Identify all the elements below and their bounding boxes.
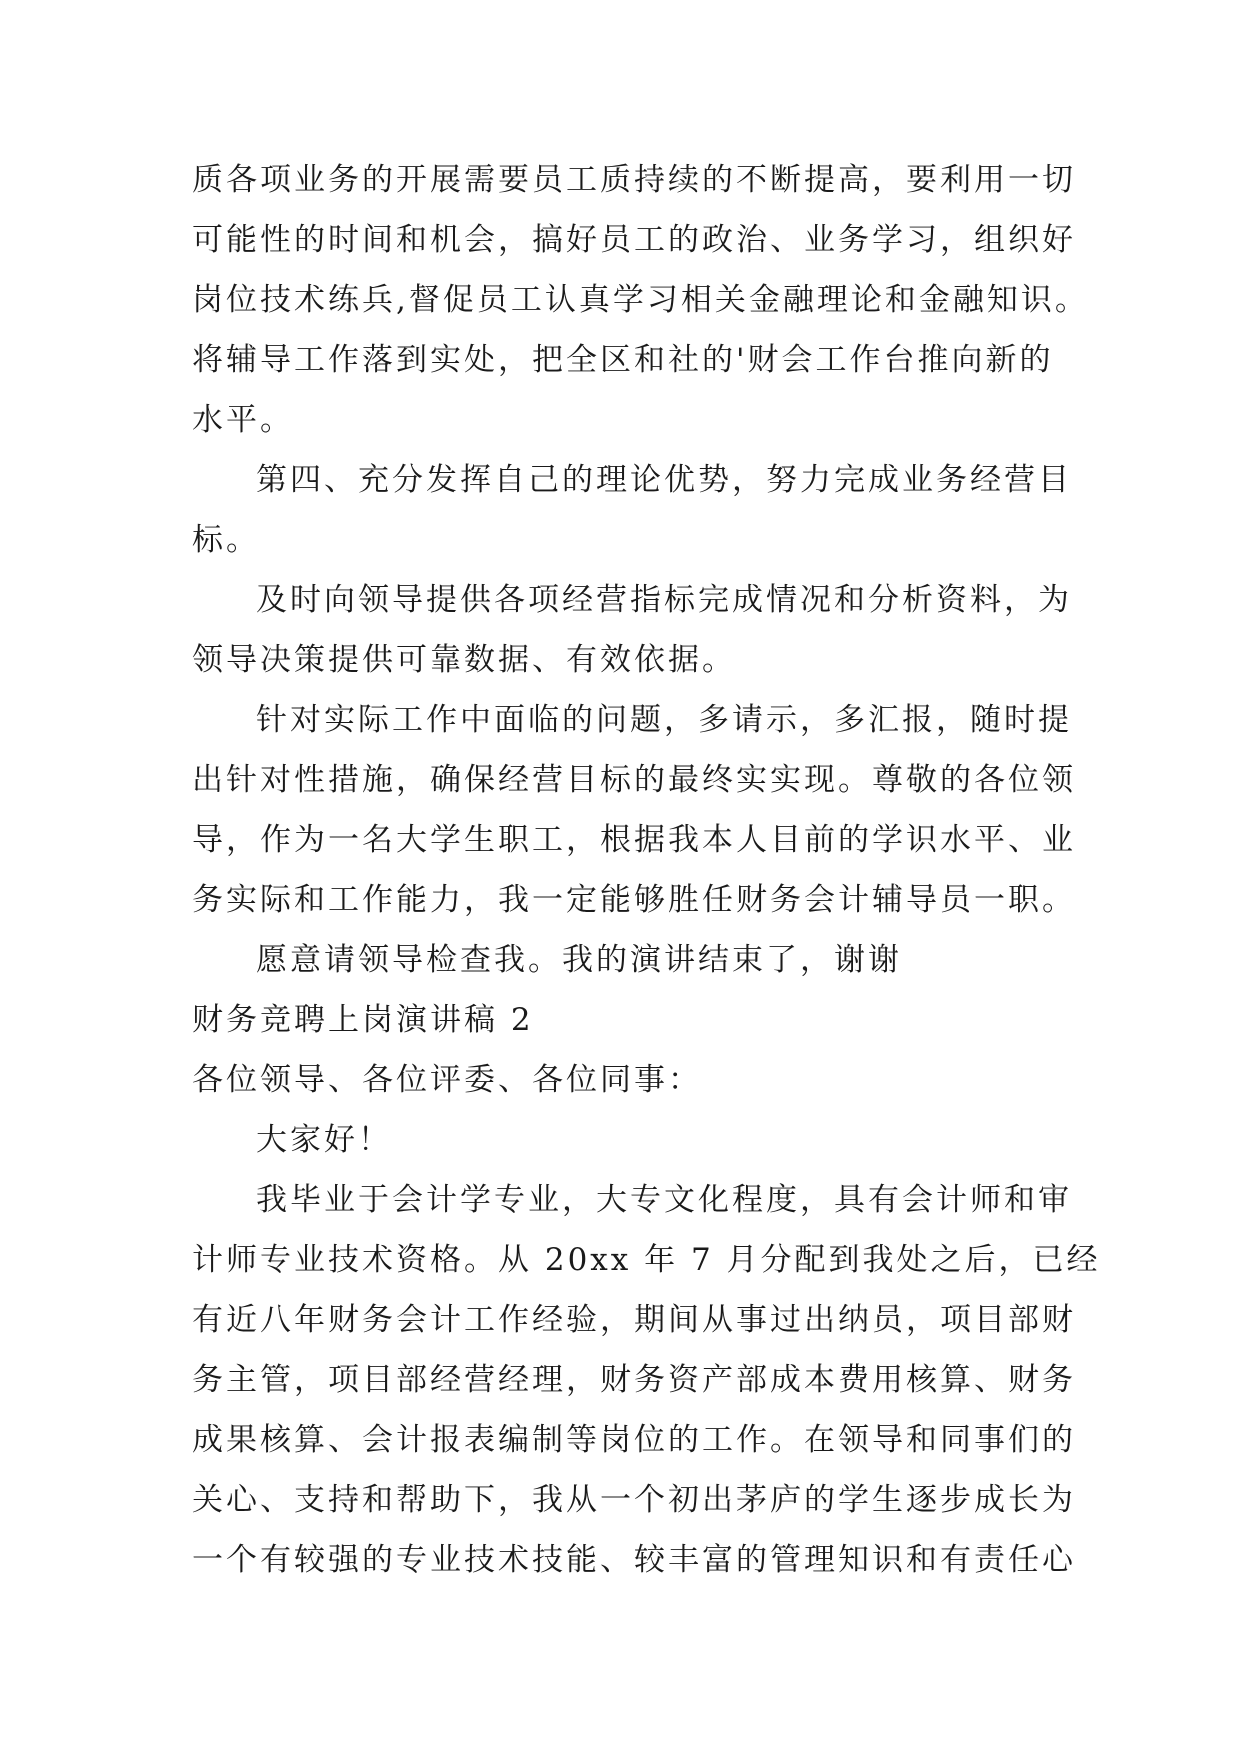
text-line: 将辅导工作落到实处，把全区和社的'财会工作台推向新的 — [192, 342, 1054, 378]
text-line: 可能性的时间和机会，搞好员工的政治、业务学习，组织好 — [192, 222, 1076, 258]
text-line: 务主管，项目部经营经理，财务资产部成本费用核算、财务 — [192, 1362, 1076, 1398]
text-line: 标。 — [192, 522, 260, 558]
text-line: 成果核算、会计报表编制等岗位的工作。在领导和同事们的 — [192, 1422, 1076, 1458]
paragraph-start: 我毕业于会计学专业，大专文化程度，具有会计师和审 — [256, 1182, 1072, 1218]
text-line: 水平。 — [192, 402, 294, 438]
document-body — [192, 150, 1101, 1590]
text-line: 计师专业技术资格。从 20xx 年 7 月分配到我处之后，已经 — [192, 1242, 1101, 1278]
paragraph-start: 第四、充分发挥自己的理论优势，努力完成业务经营目 — [256, 462, 1072, 498]
text-line: 一个有较强的专业技术技能、较丰富的管理知识和有责任心 — [192, 1542, 1076, 1578]
paragraph-start: 及时向领导提供各项经营指标完成情况和分析资料，为 — [256, 582, 1072, 618]
greeting: 大家好！ — [256, 1122, 392, 1158]
text-line: 有近八年财务会计工作经验，期间从事过出纳员，项目部财 — [192, 1302, 1076, 1338]
text-line: 务实际和工作能力，我一定能够胜任财务会计辅导员一职。 — [192, 882, 1076, 918]
paragraph-start: 针对实际工作中面临的问题，多请示，多汇报，随时提 — [256, 702, 1072, 738]
section-title: 财务竞聘上岗演讲稿 2 — [192, 1002, 534, 1038]
text-line: 关心、支持和帮助下，我从一个初出茅庐的学生逐步成长为 — [192, 1482, 1076, 1518]
text-line: 质各项业务的开展需要员工质持续的不断提高，要利用一切 — [192, 162, 1076, 198]
salutation: 各位领导、各位评委、各位同事： — [192, 1062, 702, 1098]
text-line: 领导决策提供可靠数据、有效依据。 — [192, 642, 736, 678]
text-line: 出针对性措施，确保经营目标的最终实实现。尊敬的各位领 — [192, 762, 1076, 798]
text-line: 岗位技术练兵,督促员工认真学习相关金融理论和金融知识。 — [192, 282, 1089, 318]
text-line: 导，作为一名大学生职工，根据我本人目前的学识水平、业 — [192, 822, 1076, 858]
paragraph-start: 愿意请领导检查我。我的演讲结束了，谢谢 — [256, 942, 902, 978]
